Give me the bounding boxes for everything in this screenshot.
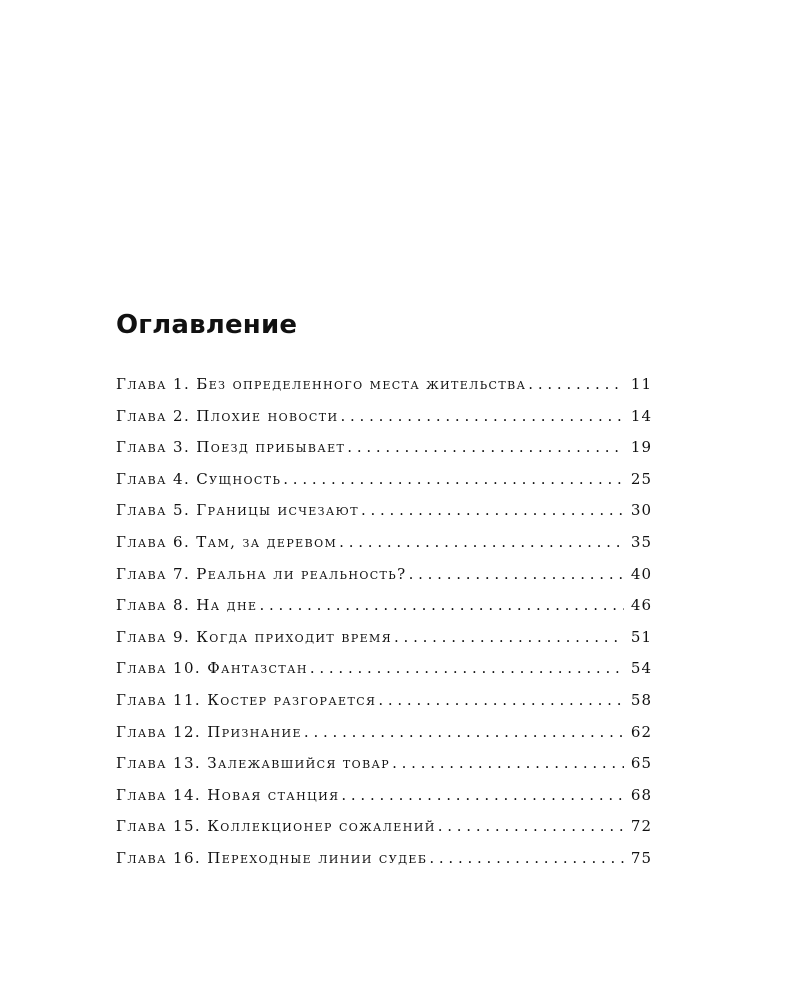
chapter-title: Глава 16. Переходные линии судеб xyxy=(116,848,428,867)
toc-entry-14[interactable] xyxy=(116,786,652,818)
toc-entry-9[interactable] xyxy=(116,628,652,660)
dot-leader xyxy=(361,501,624,519)
toc-entry-12[interactable] xyxy=(116,723,652,755)
page-number: 11 xyxy=(630,375,652,393)
chapter-title: Глава 14. Новая станция xyxy=(116,785,340,804)
chapter-title: Глава 4. Сущность xyxy=(116,469,282,488)
toc-entry-7[interactable] xyxy=(116,565,652,597)
chapter-title: Глава 6. Там, за деревом xyxy=(116,532,338,551)
toc-entry-3[interactable] xyxy=(116,438,652,470)
chapter-title: Глава 5. Границы исчезают xyxy=(116,501,359,520)
toc-entry-15[interactable] xyxy=(116,817,652,849)
chapter-title: Глава 11. Костер разгорается xyxy=(116,690,377,709)
dot-leader xyxy=(378,691,624,709)
dot-leader xyxy=(310,659,624,677)
dot-leader xyxy=(339,533,624,551)
dot-leader xyxy=(283,470,624,488)
toc-entry-6[interactable] xyxy=(116,533,652,565)
dot-leader xyxy=(259,596,624,614)
dot-leader xyxy=(392,754,624,772)
chapter-title: Глава 10. Фантазстан xyxy=(116,659,308,678)
page-number: 72 xyxy=(630,817,652,836)
toc-entry-2[interactable] xyxy=(116,407,652,439)
dot-leader xyxy=(394,628,624,646)
page-number: 58 xyxy=(630,690,652,709)
chapter-title: Глава 2. Плохие новости xyxy=(116,406,339,425)
chapter-title: Глава 15. Коллекционер сожалений xyxy=(116,817,436,836)
chapter-title: Глава 12. Признание xyxy=(116,722,302,741)
toc-entry-10[interactable] xyxy=(116,659,652,691)
chapter-title: Глава 9. Когда приходит время xyxy=(116,627,392,646)
toc-entry-1[interactable] xyxy=(116,375,652,407)
page-number: 65 xyxy=(630,754,652,773)
page-number: 54 xyxy=(630,659,652,678)
chapter-title: Глава 1. Без определенного места жительства xyxy=(116,375,527,393)
toc-entry-4[interactable] xyxy=(116,470,652,502)
chapter-title: Глава 3. Поезд прибывает xyxy=(116,438,346,457)
page-number: 75 xyxy=(630,848,652,867)
page-number: 19 xyxy=(630,438,652,457)
dot-leader xyxy=(347,438,624,456)
page-number: 46 xyxy=(630,596,652,615)
toc-entry-13[interactable] xyxy=(116,754,652,786)
dot-leader xyxy=(304,723,624,741)
page-number: 68 xyxy=(630,785,652,804)
toc-entry-5[interactable] xyxy=(116,501,652,533)
dot-leader xyxy=(429,849,624,867)
page-number: 62 xyxy=(630,722,652,741)
dot-leader xyxy=(528,375,624,393)
page-number: 30 xyxy=(630,501,652,520)
toc-entry-16[interactable] xyxy=(116,849,652,881)
toc-entry-8[interactable] xyxy=(116,596,652,628)
toc-entry-11[interactable] xyxy=(116,691,652,723)
dot-leader xyxy=(438,817,624,835)
page-number: 51 xyxy=(630,627,652,646)
page-number: 40 xyxy=(630,564,652,583)
toc-list xyxy=(116,375,652,881)
page-number: 35 xyxy=(630,532,652,551)
page-number: 14 xyxy=(630,406,652,425)
dot-leader xyxy=(409,565,624,583)
chapter-title: Глава 8. На дне xyxy=(116,596,258,615)
dot-leader xyxy=(340,407,624,425)
chapter-title: Глава 13. Залежавшийся товар xyxy=(116,754,391,773)
page-number: 25 xyxy=(630,469,652,488)
chapter-title: Глава 7. Реальна ли реальность? xyxy=(116,564,407,583)
toc-title: Оглавление xyxy=(116,310,298,340)
dot-leader xyxy=(341,786,624,804)
